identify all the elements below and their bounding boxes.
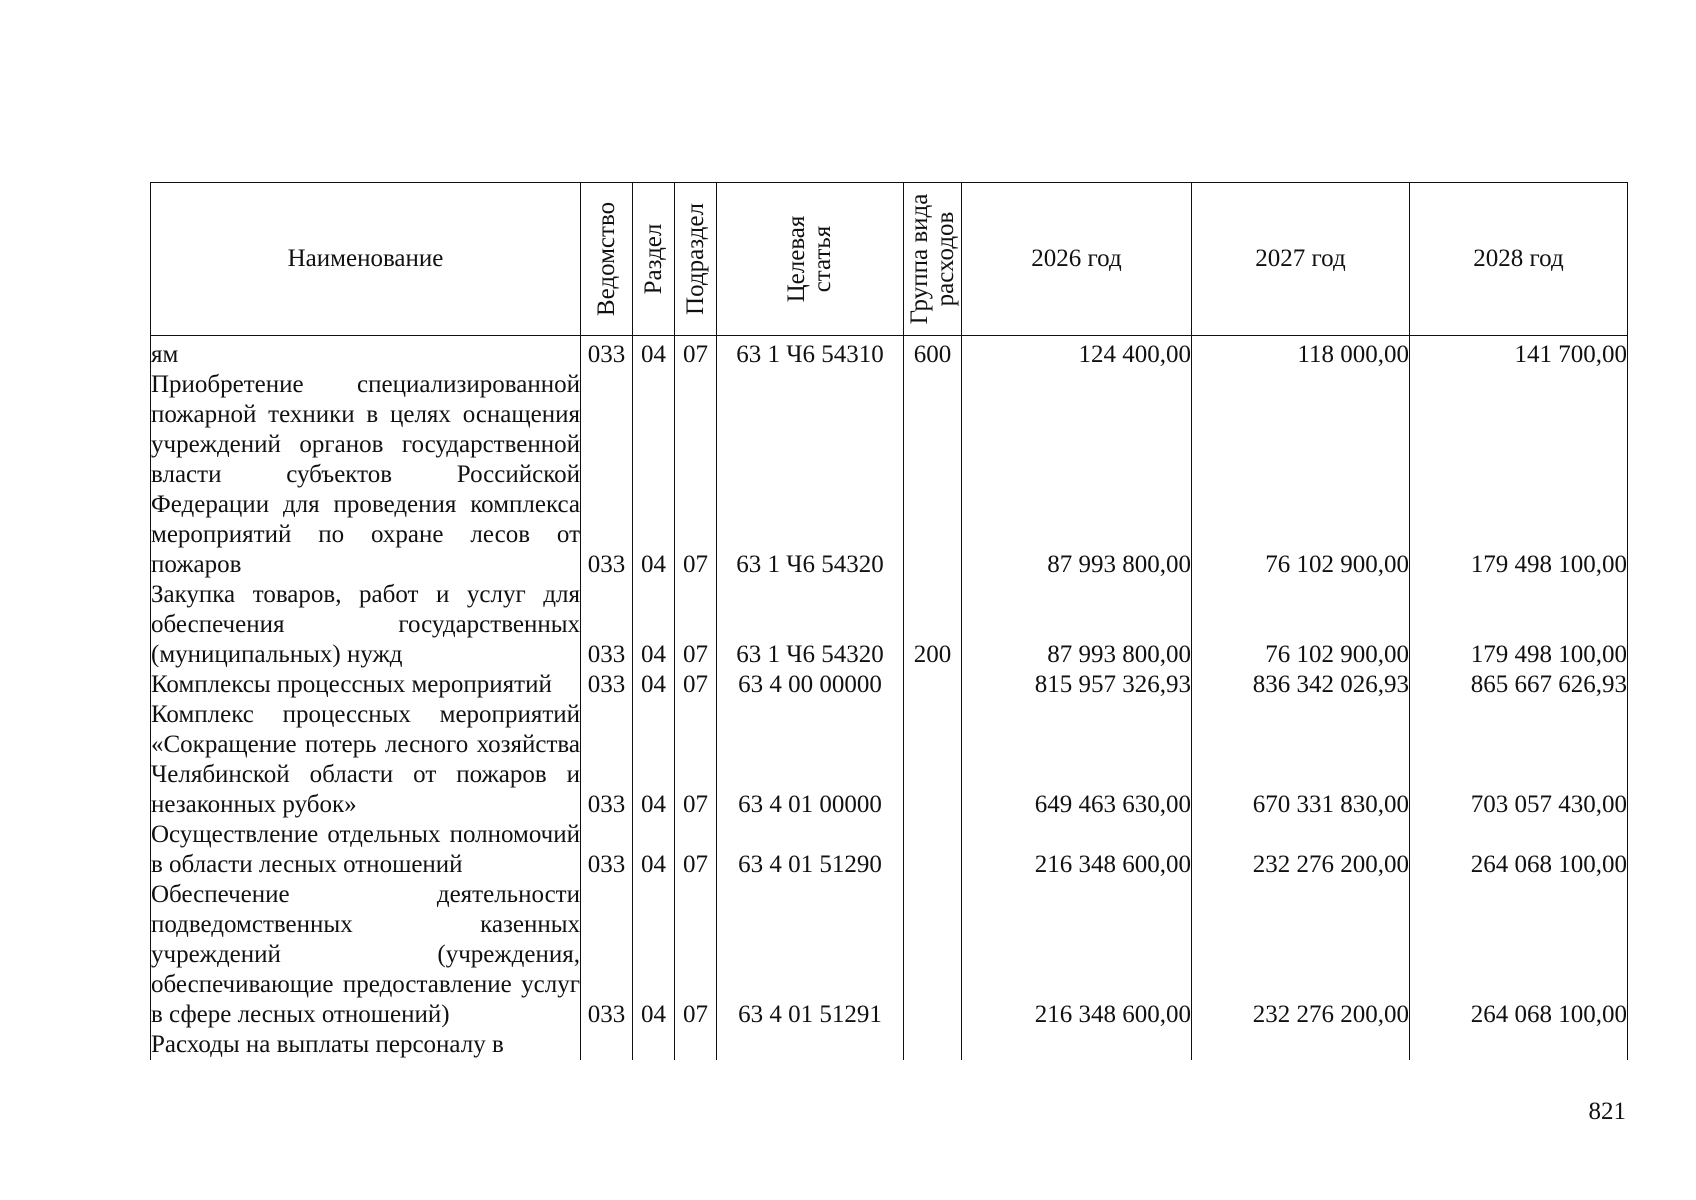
row-subsection: 07 (675, 670, 717, 700)
row-target-article: 63 4 00 00000 (717, 670, 904, 700)
row-target-article: 63 1 Ч6 54320 (717, 580, 904, 670)
row-name: Закупка товаров, работ и услуг для обеспечения государственных (муниципальных) нужд (151, 581, 580, 668)
row-amount-2026 (962, 1030, 1192, 1060)
row-department: 033 (581, 700, 633, 820)
row-expense-group (904, 880, 962, 1030)
row-amount-2026: 649 463 630,00 (962, 700, 1192, 820)
table-row (151, 370, 1628, 580)
row-expense-group: 600 (904, 336, 962, 371)
header-target: Целевая статья (717, 183, 904, 336)
row-amount-2026: 815 957 326,93 (962, 670, 1192, 700)
row-amount-2028: 703 057 430,00 (1410, 700, 1628, 820)
row-amount-2028: 264 068 100,00 (1410, 880, 1628, 1030)
row-target-article: 63 1 Ч6 54310 (717, 336, 904, 371)
row-target-article (717, 1030, 904, 1060)
budget-table (150, 182, 1628, 1060)
row-subsection: 07 (675, 336, 717, 371)
table-row (151, 700, 1628, 820)
row-amount-2028: 865 667 626,93 (1410, 670, 1628, 700)
header-year-2027: 2027 год (1192, 183, 1410, 336)
row-target-article: 63 4 01 00000 (717, 700, 904, 820)
row-amount-2027 (1192, 1030, 1410, 1060)
table-row (151, 580, 1628, 670)
row-expense-group (904, 670, 962, 700)
table-header-row (151, 183, 1628, 336)
table-row (151, 880, 1628, 1030)
row-subsection: 07 (675, 880, 717, 1030)
header-subsection: Подраздел (675, 183, 717, 336)
row-amount-2026: 216 348 600,00 (962, 880, 1192, 1030)
row-department: 033 (581, 820, 633, 880)
row-name: Обеспечение деятельности подведомственных казенных учреждений (учреждения, обеспечивающие предоставление услуг в сфере лесных отношений) (151, 881, 580, 1028)
row-target-article: 63 1 Ч6 54320 (717, 370, 904, 580)
row-amount-2028: 179 498 100,00 (1410, 370, 1628, 580)
row-amount-2027: 232 276 200,00 (1192, 880, 1410, 1030)
row-name: Комплексы процессных мероприятий (151, 670, 581, 700)
row-section (633, 1030, 675, 1060)
row-name: Осуществление отдельных полномочий в области лесных отношений (151, 821, 580, 878)
row-section: 04 (633, 670, 675, 700)
row-section: 04 (633, 700, 675, 820)
row-target-article: 63 4 01 51291 (717, 880, 904, 1030)
row-amount-2026: 87 993 800,00 (962, 370, 1192, 580)
row-department: 033 (581, 370, 633, 580)
row-amount-2028 (1410, 1030, 1628, 1060)
row-subsection: 07 (675, 700, 717, 820)
row-amount-2027: 232 276 200,00 (1192, 820, 1410, 880)
row-amount-2026: 124 400,00 (962, 336, 1192, 371)
row-expense-group (904, 370, 962, 580)
row-expense-group (904, 700, 962, 820)
row-department: 033 (581, 670, 633, 700)
row-subsection: 07 (675, 580, 717, 670)
row-section: 04 (633, 820, 675, 880)
row-expense-group: 200 (904, 580, 962, 670)
table-row (151, 670, 1628, 700)
row-department: 033 (581, 336, 633, 371)
row-amount-2027: 118 000,00 (1192, 336, 1410, 371)
row-department: 033 (581, 880, 633, 1030)
row-section: 04 (633, 880, 675, 1030)
page-number: 821 (1588, 1098, 1626, 1125)
header-name: Наименование (151, 183, 581, 336)
header-year-2026: 2026 год (962, 183, 1192, 336)
row-name: Комплекс процессных мероприятий «Сокращение потерь лесного хозяйства Челябинской области от пожаров и незаконных рубок» (151, 701, 580, 818)
row-amount-2027: 76 102 900,00 (1192, 370, 1410, 580)
row-expense-group (904, 1030, 962, 1060)
row-section: 04 (633, 370, 675, 580)
row-amount-2026: 87 993 800,00 (962, 580, 1192, 670)
row-amount-2026: 216 348 600,00 (962, 820, 1192, 880)
row-target-article: 63 4 01 51290 (717, 820, 904, 880)
row-name: Расходы на выплаты персоналу в (151, 1030, 581, 1060)
table-row (151, 820, 1628, 880)
row-amount-2028: 179 498 100,00 (1410, 580, 1628, 670)
table-row (151, 1030, 1628, 1060)
row-subsection (675, 1030, 717, 1060)
row-expense-group (904, 820, 962, 880)
table-body (151, 336, 1628, 1061)
header-section: Раздел (633, 183, 675, 336)
row-department: 033 (581, 580, 633, 670)
row-section: 04 (633, 580, 675, 670)
row-amount-2027: 836 342 026,93 (1192, 670, 1410, 700)
header-department: Ведомство (581, 183, 633, 336)
row-name: Приобретение специализированной пожарной техники в целях оснащения учреждений органов государственной власти субъектов Российской Федерации для проведения комплекса мероприятий по охране лесов от пожаров (151, 371, 580, 578)
row-section: 04 (633, 336, 675, 371)
row-amount-2028: 264 068 100,00 (1410, 820, 1628, 880)
header-expense-group: Группа вида расходов (904, 183, 962, 336)
row-name: ям (151, 336, 581, 371)
row-amount-2027: 76 102 900,00 (1192, 580, 1410, 670)
table-row (151, 336, 1628, 371)
header-year-2028: 2028 год (1410, 183, 1628, 336)
row-subsection: 07 (675, 820, 717, 880)
row-amount-2028: 141 700,00 (1410, 336, 1628, 371)
row-subsection: 07 (675, 370, 717, 580)
row-department (581, 1030, 633, 1060)
row-amount-2027: 670 331 830,00 (1192, 700, 1410, 820)
